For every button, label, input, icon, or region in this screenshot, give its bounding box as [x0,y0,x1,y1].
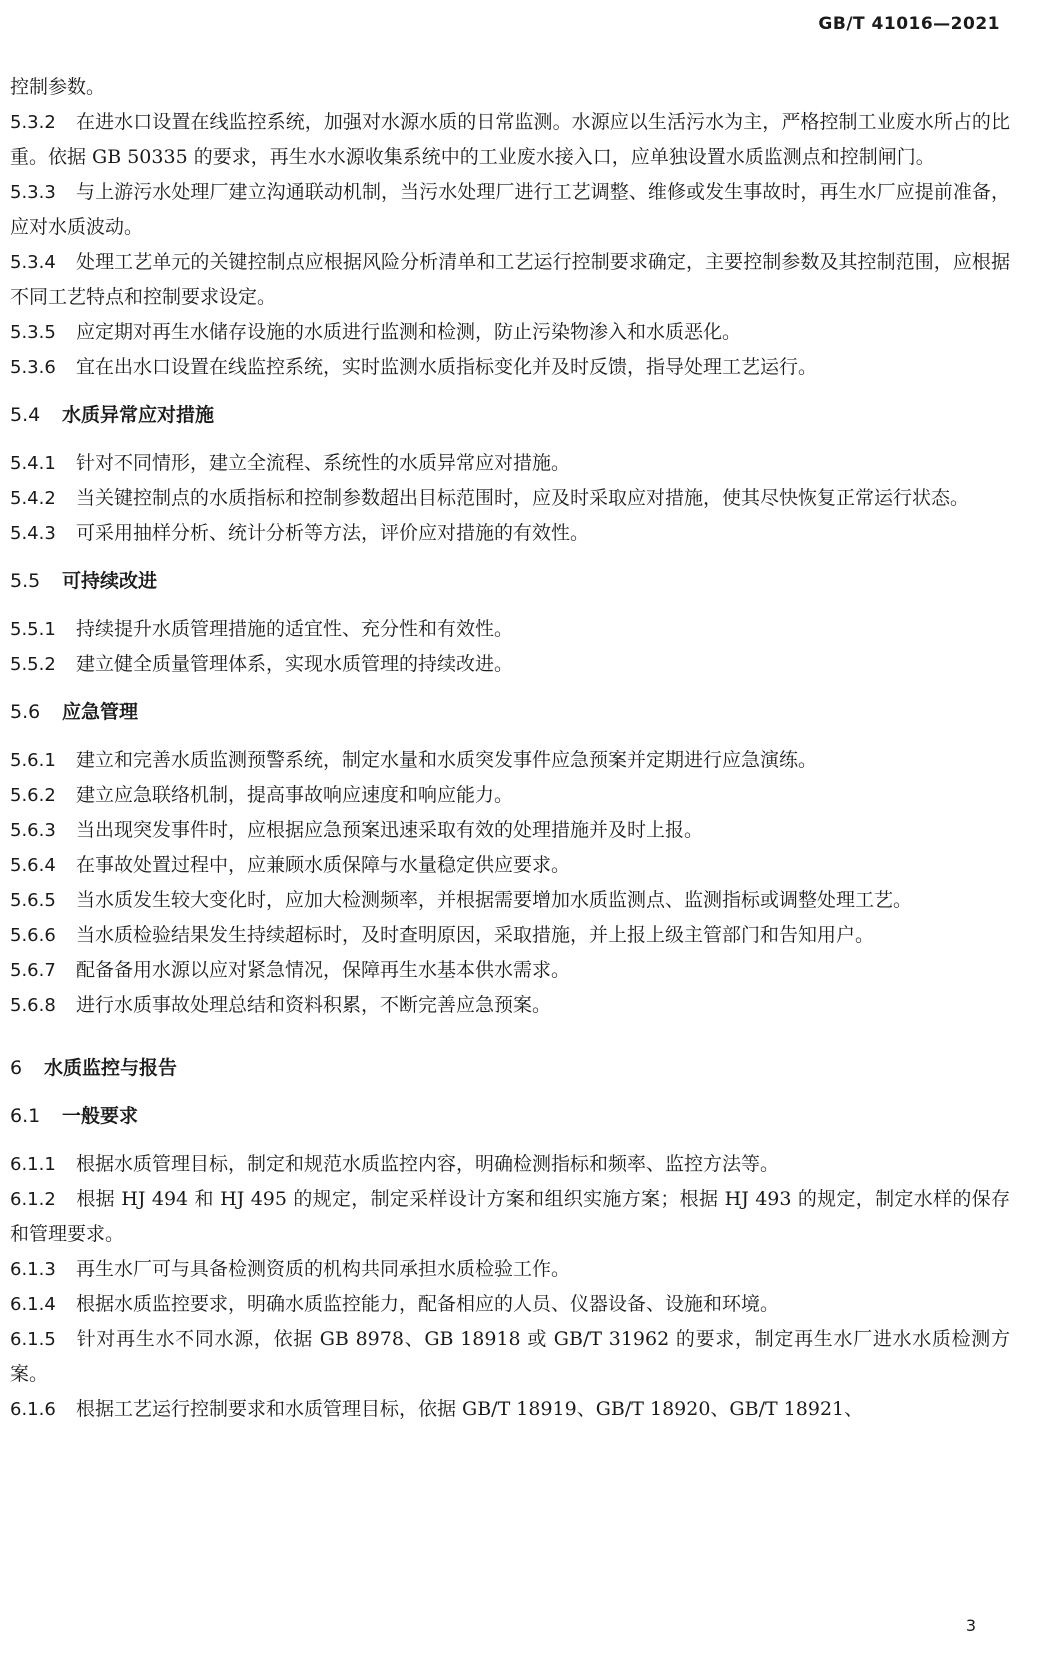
clause-text: 建立应急联络机制，提高事故响应速度和响应能力。 [76,784,514,806]
clause-number: 5.4.3 [10,523,56,544]
clause-paragraph [10,481,1010,516]
clause-paragraph [10,350,1010,385]
document-header-standard-number: GB/T 41016—2021 [818,14,1000,34]
clause-number: 5.3.2 [10,112,56,133]
heading-number: 6.1 [10,1105,41,1127]
clause-number: 5.3.4 [10,252,56,273]
clause-number: 5.3.3 [10,182,56,203]
clause-text: 进行水质事故处理总结和资料积累，不断完善应急预案。 [76,994,552,1016]
clause-text: 当水质发生较大变化时，应加大检测频率，并根据需要增加水质监测点、监测指标或调整处理工艺。 [76,889,913,911]
clause-number: 5.6.5 [10,890,56,911]
clause-number: 5.3.6 [10,357,56,378]
clause-text: 当水质检验结果发生持续超标时，及时查明原因，采取措施，并上报上级主管部门和告知用户。 [76,924,875,946]
clause-paragraph [10,988,1010,1023]
clause-paragraph [10,813,1010,848]
clause-number: 5.6.2 [10,785,56,806]
clause-paragraph [10,1287,1010,1322]
heading-text: 水质异常应对措施 [62,404,215,426]
clause-text: 再生水厂可与具备检测资质的机构共同承担水质检验工作。 [76,1258,571,1280]
heading-number: 5.6 [10,701,41,723]
clause-paragraph [10,175,1010,245]
clause-number: 6.1.2 [10,1189,56,1210]
clause-text: 处理工艺单元的关键控制点应根据风险分析清单和工艺运行控制要求确定，主要控制参数及其控制范围，应根据不同工艺特点和控制要求设定。 [10,251,1010,308]
heading-text: 应急管理 [62,701,139,723]
heading-text: 可持续改进 [62,570,158,592]
clause-text: 当出现突发事件时，应根据应急预案迅速采取有效的处理措施并及时上报。 [76,819,704,841]
clause-paragraph [10,1147,1010,1182]
page-number: 3 [965,1616,976,1635]
clause-paragraph [10,1252,1010,1287]
document-body [10,70,1010,1427]
clause-number: 5.4.1 [10,453,56,474]
clause-number: 5.6.4 [10,855,56,876]
clause-text: 持续提升水质管理措施的适宜性、充分性和有效性。 [76,618,514,640]
heading-text: 水质监控与报告 [44,1057,178,1079]
clause-number: 5.5.2 [10,654,56,675]
clause-paragraph [10,612,1010,647]
clause-paragraph [10,647,1010,682]
clause-number: 5.6.1 [10,750,56,771]
clause-text: 与上游污水处理厂建立沟通联动机制，当污水处理厂进行工艺调整、维修或发生事故时，再生水厂应提前准备，应对水质波动。 [10,181,1010,238]
clause-paragraph [10,446,1010,481]
clause-text: 在事故处置过程中，应兼顾水质保障与水量稳定供应要求。 [76,854,571,876]
clause-text: 控制参数。 [10,76,106,98]
clause-paragraph [10,1322,1010,1392]
clause-text: 根据工艺运行控制要求和水质管理目标，依据 GB/T 18919、GB/T 18920、GB/T 18921、 [76,1398,864,1420]
clause-text: 当关键控制点的水质指标和控制参数超出目标范围时，应及时采取应对措施，使其尽快恢复正常运行状态。 [76,487,970,509]
clause-number: 5.6.3 [10,820,56,841]
clause-paragraph [10,1182,1010,1252]
clause-number: 5.5.1 [10,619,56,640]
clause-number: 5.6.6 [10,925,56,946]
clause-number: 5.3.5 [10,322,56,343]
clause-paragraph [10,70,1010,105]
section-heading [10,564,1010,599]
clause-text: 根据 HJ 494 和 HJ 495 的规定，制定采样设计方案和组织实施方案；根据 HJ 493 的规定，制定水样的保存和管理要求。 [10,1188,1010,1245]
heading-number: 5.4 [10,404,41,426]
clause-paragraph [10,1392,1010,1427]
clause-number: 6.1.6 [10,1399,56,1420]
clause-text: 在进水口设置在线监控系统，加强对水源水质的日常监测。水源应以生活污水为主，严格控制工业废水所占的比重。依据 GB 50335 的要求，再生水水源收集系统中的工业废水接入口，应单独设置水质监测点和控制闸门。 [10,111,1010,168]
section-heading [10,695,1010,730]
clause-paragraph [10,315,1010,350]
clause-number: 6.1.1 [10,1154,56,1175]
clause-paragraph [10,778,1010,813]
clause-paragraph [10,848,1010,883]
clause-text: 针对不同情形，建立全流程、系统性的水质异常应对措施。 [76,452,571,474]
section-heading [10,398,1010,433]
clause-paragraph [10,516,1010,551]
section-heading [10,1099,1010,1134]
clause-paragraph [10,245,1010,315]
clause-number: 6.1.5 [10,1329,56,1350]
clause-text: 建立和完善水质监测预警系统，制定水量和水质突发事件应急预案并定期进行应急演练。 [76,749,818,771]
clause-paragraph [10,105,1010,175]
clause-paragraph [10,743,1010,778]
clause-text: 宜在出水口设置在线监控系统，实时监测水质指标变化并及时反馈，指导处理工艺运行。 [76,356,818,378]
chapter-heading [10,1051,1010,1086]
clause-text: 可采用抽样分析、统计分析等方法，评价应对措施的有效性。 [76,522,590,544]
clause-text: 针对再生水不同水源，依据 GB 8978、GB 18918 或 GB/T 31962 的要求，制定再生水厂进水水质检测方案。 [10,1328,1010,1385]
clause-text: 建立健全质量管理体系，实现水质管理的持续改进。 [76,653,514,675]
clause-number: 6.1.3 [10,1259,56,1280]
heading-number: 5.5 [10,570,41,592]
clause-paragraph [10,953,1010,988]
clause-paragraph [10,918,1010,953]
clause-paragraph [10,883,1010,918]
heading-number: 6 [10,1057,23,1079]
clause-text: 根据水质管理目标，制定和规范水质监控内容，明确检测指标和频率、监控方法等。 [76,1153,780,1175]
clause-number: 5.4.2 [10,488,56,509]
clause-text: 配备备用水源以应对紧急情况，保障再生水基本供水需求。 [76,959,571,981]
clause-number: 5.6.8 [10,995,56,1016]
clause-text: 根据水质监控要求，明确水质监控能力，配备相应的人员、仪器设备、设施和环境。 [76,1293,780,1315]
clause-number: 6.1.4 [10,1294,56,1315]
clause-number: 5.6.7 [10,960,56,981]
clause-text: 应定期对再生水储存设施的水质进行监测和检测，防止污染物渗入和水质恶化。 [76,321,742,343]
heading-text: 一般要求 [62,1105,139,1127]
